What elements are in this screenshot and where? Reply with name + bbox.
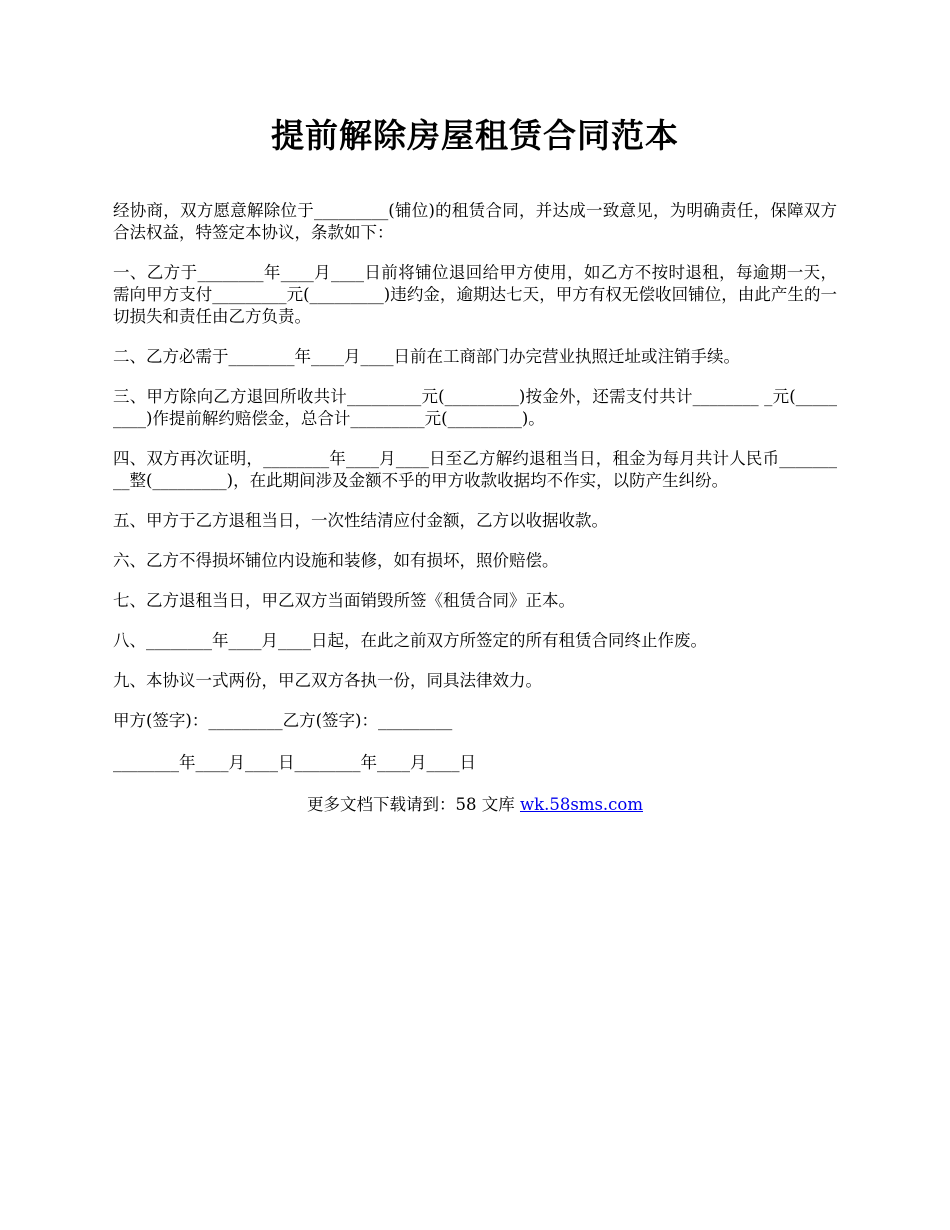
clause-7: 七、乙方退租当日，甲乙双方当面销毁所签《租赁合同》正本。 bbox=[113, 591, 575, 610]
intro-paragraph: 经协商，双方愿意解除位于_________(铺位)的租赁合同，并达成一致意见，为明确责任，保障双方合法权益，特签定本协议，条款如下： bbox=[113, 201, 837, 242]
signature-line: 甲方(签字)：_________乙方(签字)：_________ bbox=[113, 711, 453, 730]
footer-text: 更多文档下载请到：58 文库 bbox=[306, 795, 520, 814]
document-title: 提前解除房屋租赁合同范本 bbox=[271, 116, 679, 155]
clause-4: 四、双方再次证明，________年____月____日至乙方解约退租当日，租金为每月共计人民币_________整(_________)，在此期间涉及金额不乎的甲方收款收据均不作实，以防产生纠纷。 bbox=[113, 449, 837, 490]
footer-link[interactable]: wk.58sms.com bbox=[519, 795, 643, 814]
footer bbox=[113, 794, 837, 816]
document-page bbox=[113, 108, 837, 816]
clause-1: 一、乙方于________年____月____日前将铺位退回给甲方使用，如乙方不按时退租，每逾期一天，需向甲方支付_________元(_________)违约金，逾期达七天，甲方有权无偿收回铺位，由此产生的一切损失和责任由乙方负责。 bbox=[113, 263, 837, 326]
clause-2: 二、乙方必需于________年____月____日前在工商部门办完营业执照迁址或注销手续。 bbox=[113, 347, 740, 366]
clause-9: 九、本协议一式两份，甲乙双方各执一份，同具法律效力。 bbox=[113, 671, 542, 690]
clause-3: 三、甲方除向乙方退回所收共计_________元(_________)按金外，还需支付共计________ _元(_________)作提前解约赔偿金，总合计_________元(_________)。 bbox=[113, 387, 837, 428]
clause-6: 六、乙方不得损坏铺位内设施和装修，如有损坏，照价赔偿。 bbox=[113, 551, 559, 570]
clause-8: 八、________年____月____日起，在此之前双方所签定的所有租赁合同终止作废。 bbox=[113, 631, 707, 650]
clause-5: 五、甲方于乙方退租当日，一次性结清应付金额，乙方以收据收款。 bbox=[113, 511, 608, 530]
date-line: ________年____月____日________年____月____日 bbox=[113, 753, 476, 772]
